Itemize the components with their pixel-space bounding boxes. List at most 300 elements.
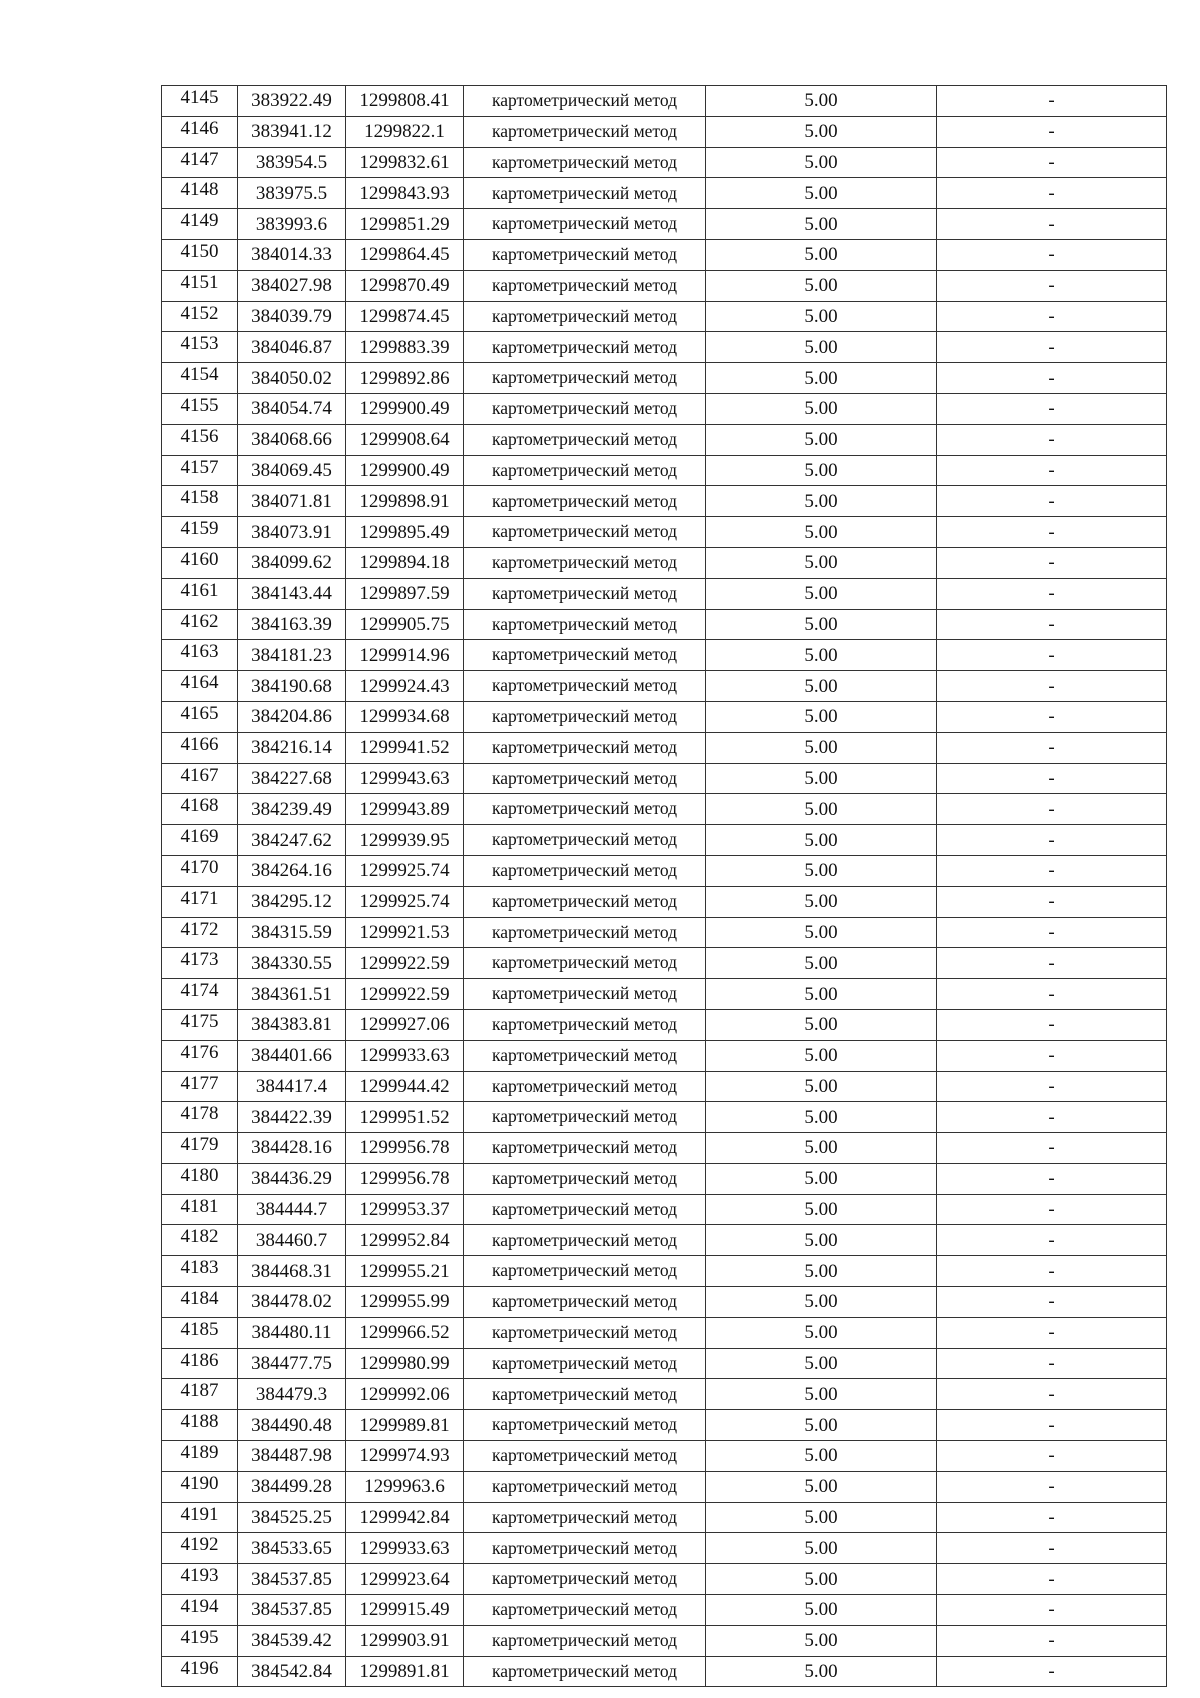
x-coordinate-cell: 384073.91 [238, 517, 346, 548]
note-cell: - [937, 1317, 1167, 1348]
x-coordinate-cell: 384542.84 [238, 1656, 346, 1687]
x-coordinate-cell: 384330.55 [238, 948, 346, 979]
point-number-cell: 4156 [162, 424, 238, 455]
method-cell: картометрический метод [464, 86, 706, 117]
note-cell: - [937, 209, 1167, 240]
table-row [162, 671, 1167, 702]
x-coordinate-cell: 384181.23 [238, 640, 346, 671]
method-cell: картометрический метод [464, 701, 706, 732]
note-cell: - [937, 763, 1167, 794]
point-number-cell: 4150 [162, 239, 238, 270]
table-row [162, 1348, 1167, 1379]
table-row [162, 1625, 1167, 1656]
method-cell: картометрический метод [464, 209, 706, 240]
table-row [162, 701, 1167, 732]
accuracy-cell: 5.00 [706, 1656, 937, 1687]
y-coordinate-cell: 1299934.68 [346, 701, 464, 732]
x-coordinate-cell: 384401.66 [238, 1040, 346, 1071]
accuracy-cell: 5.00 [706, 578, 937, 609]
x-coordinate-cell: 384069.45 [238, 455, 346, 486]
x-coordinate-cell: 384444.7 [238, 1194, 346, 1225]
x-coordinate-cell: 384054.74 [238, 393, 346, 424]
note-cell: - [937, 270, 1167, 301]
y-coordinate-cell: 1299883.39 [346, 332, 464, 363]
point-number-cell: 4181 [162, 1194, 238, 1225]
y-coordinate-cell: 1299892.86 [346, 363, 464, 394]
method-cell: картометрический метод [464, 886, 706, 917]
point-number-cell: 4154 [162, 363, 238, 394]
y-coordinate-cell: 1299974.93 [346, 1441, 464, 1472]
y-coordinate-cell: 1299992.06 [346, 1379, 464, 1410]
note-cell: - [937, 1410, 1167, 1441]
method-cell: картометрический метод [464, 1625, 706, 1656]
x-coordinate-cell: 384417.4 [238, 1071, 346, 1102]
point-number-cell: 4177 [162, 1071, 238, 1102]
method-cell: картометрический метод [464, 239, 706, 270]
y-coordinate-cell: 1299953.37 [346, 1194, 464, 1225]
method-cell: картометрический метод [464, 732, 706, 763]
table-row [162, 979, 1167, 1010]
y-coordinate-cell: 1299905.75 [346, 609, 464, 640]
note-cell: - [937, 1564, 1167, 1595]
note-cell: - [937, 1009, 1167, 1040]
y-coordinate-cell: 1299966.52 [346, 1317, 464, 1348]
table-row [162, 455, 1167, 486]
note-cell: - [937, 578, 1167, 609]
table-row [162, 917, 1167, 948]
point-number-cell: 4145 [162, 86, 238, 117]
table-row [162, 825, 1167, 856]
note-cell: - [937, 1625, 1167, 1656]
table-row [162, 609, 1167, 640]
method-cell: картометрический метод [464, 917, 706, 948]
table-row [162, 547, 1167, 578]
point-number-cell: 4169 [162, 825, 238, 856]
accuracy-cell: 5.00 [706, 855, 937, 886]
accuracy-cell: 5.00 [706, 147, 937, 178]
x-coordinate-cell: 384383.81 [238, 1009, 346, 1040]
y-coordinate-cell: 1299908.64 [346, 424, 464, 455]
point-number-cell: 4188 [162, 1410, 238, 1441]
x-coordinate-cell: 384014.33 [238, 239, 346, 270]
accuracy-cell: 5.00 [706, 1287, 937, 1318]
table-row [162, 640, 1167, 671]
note-cell: - [937, 1040, 1167, 1071]
y-coordinate-cell: 1299915.49 [346, 1595, 464, 1626]
point-number-cell: 4158 [162, 486, 238, 517]
accuracy-cell: 5.00 [706, 1410, 937, 1441]
point-number-cell: 4174 [162, 979, 238, 1010]
y-coordinate-cell: 1299843.93 [346, 178, 464, 209]
accuracy-cell: 5.00 [706, 1071, 937, 1102]
accuracy-cell: 5.00 [706, 1256, 937, 1287]
point-number-cell: 4184 [162, 1287, 238, 1318]
method-cell: картометрический метод [464, 578, 706, 609]
accuracy-cell: 5.00 [706, 455, 937, 486]
x-coordinate-cell: 384480.11 [238, 1317, 346, 1348]
method-cell: картометрический метод [464, 1071, 706, 1102]
method-cell: картометрический метод [464, 301, 706, 332]
y-coordinate-cell: 1299923.64 [346, 1564, 464, 1595]
accuracy-cell: 5.00 [706, 763, 937, 794]
method-cell: картометрический метод [464, 979, 706, 1010]
y-coordinate-cell: 1299900.49 [346, 455, 464, 486]
accuracy-cell: 5.00 [706, 363, 937, 394]
x-coordinate-cell: 384204.86 [238, 701, 346, 732]
accuracy-cell: 5.00 [706, 517, 937, 548]
note-cell: - [937, 917, 1167, 948]
accuracy-cell: 5.00 [706, 1163, 937, 1194]
point-number-cell: 4175 [162, 1009, 238, 1040]
note-cell: - [937, 609, 1167, 640]
x-coordinate-cell: 384436.29 [238, 1163, 346, 1194]
method-cell: картометрический метод [464, 1256, 706, 1287]
accuracy-cell: 5.00 [706, 116, 937, 147]
table-row [162, 209, 1167, 240]
note-cell: - [937, 116, 1167, 147]
point-number-cell: 4160 [162, 547, 238, 578]
method-cell: картометрический метод [464, 1102, 706, 1133]
y-coordinate-cell: 1299903.91 [346, 1625, 464, 1656]
note-cell: - [937, 363, 1167, 394]
table-row [162, 1287, 1167, 1318]
y-coordinate-cell: 1299989.81 [346, 1410, 464, 1441]
y-coordinate-cell: 1299898.91 [346, 486, 464, 517]
x-coordinate-cell: 384525.25 [238, 1502, 346, 1533]
accuracy-cell: 5.00 [706, 1625, 937, 1656]
x-coordinate-cell: 384143.44 [238, 578, 346, 609]
note-cell: - [937, 86, 1167, 117]
method-cell: картометрический метод [464, 1009, 706, 1040]
point-number-cell: 4194 [162, 1595, 238, 1626]
y-coordinate-cell: 1299980.99 [346, 1348, 464, 1379]
y-coordinate-cell: 1299963.6 [346, 1471, 464, 1502]
table-row [162, 948, 1167, 979]
x-coordinate-cell: 384468.31 [238, 1256, 346, 1287]
y-coordinate-cell: 1299924.43 [346, 671, 464, 702]
method-cell: картометрический метод [464, 794, 706, 825]
note-cell: - [937, 1102, 1167, 1133]
point-number-cell: 4146 [162, 116, 238, 147]
x-coordinate-cell: 384039.79 [238, 301, 346, 332]
x-coordinate-cell: 384315.59 [238, 917, 346, 948]
note-cell: - [937, 794, 1167, 825]
point-number-cell: 4165 [162, 701, 238, 732]
accuracy-cell: 5.00 [706, 825, 937, 856]
y-coordinate-cell: 1299864.45 [346, 239, 464, 270]
note-cell: - [937, 1502, 1167, 1533]
method-cell: картометрический метод [464, 1194, 706, 1225]
x-coordinate-cell: 384099.62 [238, 547, 346, 578]
method-cell: картометрический метод [464, 1348, 706, 1379]
accuracy-cell: 5.00 [706, 794, 937, 825]
point-number-cell: 4166 [162, 732, 238, 763]
y-coordinate-cell: 1299956.78 [346, 1133, 464, 1164]
note-cell: - [937, 332, 1167, 363]
point-number-cell: 4153 [162, 332, 238, 363]
table-row [162, 732, 1167, 763]
note-cell: - [937, 1379, 1167, 1410]
accuracy-cell: 5.00 [706, 732, 937, 763]
accuracy-cell: 5.00 [706, 1595, 937, 1626]
method-cell: картометрический метод [464, 948, 706, 979]
table-row [162, 1564, 1167, 1595]
x-coordinate-cell: 384490.48 [238, 1410, 346, 1441]
note-cell: - [937, 547, 1167, 578]
point-number-cell: 4191 [162, 1502, 238, 1533]
table-row [162, 1502, 1167, 1533]
accuracy-cell: 5.00 [706, 948, 937, 979]
method-cell: картометрический метод [464, 763, 706, 794]
table-row [162, 424, 1167, 455]
method-cell: картометрический метод [464, 609, 706, 640]
table-row [162, 301, 1167, 332]
method-cell: картометрический метод [464, 671, 706, 702]
method-cell: картометрический метод [464, 424, 706, 455]
point-number-cell: 4179 [162, 1133, 238, 1164]
y-coordinate-cell: 1299943.89 [346, 794, 464, 825]
y-coordinate-cell: 1299922.59 [346, 979, 464, 1010]
accuracy-cell: 5.00 [706, 239, 937, 270]
x-coordinate-cell: 384027.98 [238, 270, 346, 301]
y-coordinate-cell: 1299939.95 [346, 825, 464, 856]
note-cell: - [937, 486, 1167, 517]
note-cell: - [937, 1225, 1167, 1256]
accuracy-cell: 5.00 [706, 979, 937, 1010]
note-cell: - [937, 178, 1167, 209]
accuracy-cell: 5.00 [706, 671, 937, 702]
x-coordinate-cell: 384499.28 [238, 1471, 346, 1502]
point-number-cell: 4173 [162, 948, 238, 979]
x-coordinate-cell: 384479.3 [238, 1379, 346, 1410]
method-cell: картометрический метод [464, 1564, 706, 1595]
point-number-cell: 4172 [162, 917, 238, 948]
table-row [162, 116, 1167, 147]
note-cell: - [937, 517, 1167, 548]
y-coordinate-cell: 1299952.84 [346, 1225, 464, 1256]
accuracy-cell: 5.00 [706, 1348, 937, 1379]
x-coordinate-cell: 384163.39 [238, 609, 346, 640]
accuracy-cell: 5.00 [706, 640, 937, 671]
accuracy-cell: 5.00 [706, 270, 937, 301]
y-coordinate-cell: 1299942.84 [346, 1502, 464, 1533]
note-cell: - [937, 1471, 1167, 1502]
table-row [162, 794, 1167, 825]
x-coordinate-cell: 384050.02 [238, 363, 346, 394]
point-number-cell: 4182 [162, 1225, 238, 1256]
point-number-cell: 4195 [162, 1625, 238, 1656]
x-coordinate-cell: 383975.5 [238, 178, 346, 209]
accuracy-cell: 5.00 [706, 609, 937, 640]
y-coordinate-cell: 1299933.63 [346, 1040, 464, 1071]
table-row [162, 517, 1167, 548]
accuracy-cell: 5.00 [706, 1102, 937, 1133]
method-cell: картометрический метод [464, 1163, 706, 1194]
table-row [162, 270, 1167, 301]
accuracy-cell: 5.00 [706, 1471, 937, 1502]
table-row [162, 1071, 1167, 1102]
note-cell: - [937, 1133, 1167, 1164]
method-cell: картометрический метод [464, 1287, 706, 1318]
method-cell: картометрический метод [464, 1040, 706, 1071]
note-cell: - [937, 640, 1167, 671]
point-number-cell: 4190 [162, 1471, 238, 1502]
table-row [162, 1009, 1167, 1040]
x-coordinate-cell: 384477.75 [238, 1348, 346, 1379]
note-cell: - [937, 424, 1167, 455]
note-cell: - [937, 1441, 1167, 1472]
note-cell: - [937, 301, 1167, 332]
x-coordinate-cell: 384539.42 [238, 1625, 346, 1656]
method-cell: картометрический метод [464, 855, 706, 886]
note-cell: - [937, 701, 1167, 732]
note-cell: - [937, 979, 1167, 1010]
y-coordinate-cell: 1299955.99 [346, 1287, 464, 1318]
y-coordinate-cell: 1299808.41 [346, 86, 464, 117]
point-number-cell: 4189 [162, 1441, 238, 1472]
note-cell: - [937, 393, 1167, 424]
point-number-cell: 4163 [162, 640, 238, 671]
x-coordinate-cell: 383993.6 [238, 209, 346, 240]
note-cell: - [937, 671, 1167, 702]
note-cell: - [937, 948, 1167, 979]
coordinates-table-body [162, 86, 1167, 1687]
table-row [162, 1410, 1167, 1441]
method-cell: картометрический метод [464, 147, 706, 178]
table-row [162, 486, 1167, 517]
y-coordinate-cell: 1299943.63 [346, 763, 464, 794]
table-row [162, 1102, 1167, 1133]
point-number-cell: 4151 [162, 270, 238, 301]
method-cell: картометрический метод [464, 1441, 706, 1472]
x-coordinate-cell: 383922.49 [238, 86, 346, 117]
y-coordinate-cell: 1299870.49 [346, 270, 464, 301]
point-number-cell: 4155 [162, 393, 238, 424]
x-coordinate-cell: 384295.12 [238, 886, 346, 917]
point-number-cell: 4152 [162, 301, 238, 332]
table-row [162, 886, 1167, 917]
note-cell: - [937, 1071, 1167, 1102]
y-coordinate-cell: 1299925.74 [346, 886, 464, 917]
x-coordinate-cell: 384487.98 [238, 1441, 346, 1472]
method-cell: картометрический метод [464, 640, 706, 671]
x-coordinate-cell: 383954.5 [238, 147, 346, 178]
table-row [162, 1225, 1167, 1256]
note-cell: - [937, 1533, 1167, 1564]
table-row [162, 1040, 1167, 1071]
x-coordinate-cell: 384460.7 [238, 1225, 346, 1256]
table-row [162, 855, 1167, 886]
x-coordinate-cell: 384068.66 [238, 424, 346, 455]
point-number-cell: 4186 [162, 1348, 238, 1379]
point-number-cell: 4157 [162, 455, 238, 486]
accuracy-cell: 5.00 [706, 1194, 937, 1225]
y-coordinate-cell: 1299894.18 [346, 547, 464, 578]
table-row [162, 1471, 1167, 1502]
x-coordinate-cell: 384190.68 [238, 671, 346, 702]
point-number-cell: 4192 [162, 1533, 238, 1564]
accuracy-cell: 5.00 [706, 1564, 937, 1595]
y-coordinate-cell: 1299922.59 [346, 948, 464, 979]
x-coordinate-cell: 383941.12 [238, 116, 346, 147]
y-coordinate-cell: 1299956.78 [346, 1163, 464, 1194]
x-coordinate-cell: 384264.16 [238, 855, 346, 886]
accuracy-cell: 5.00 [706, 86, 937, 117]
method-cell: картометрический метод [464, 1533, 706, 1564]
method-cell: картометрический метод [464, 332, 706, 363]
y-coordinate-cell: 1299822.1 [346, 116, 464, 147]
y-coordinate-cell: 1299933.63 [346, 1533, 464, 1564]
accuracy-cell: 5.00 [706, 1441, 937, 1472]
note-cell: - [937, 455, 1167, 486]
point-number-cell: 4176 [162, 1040, 238, 1071]
x-coordinate-cell: 384216.14 [238, 732, 346, 763]
accuracy-cell: 5.00 [706, 178, 937, 209]
x-coordinate-cell: 384478.02 [238, 1287, 346, 1318]
coordinates-table [161, 85, 1167, 1687]
y-coordinate-cell: 1299897.59 [346, 578, 464, 609]
table-row [162, 393, 1167, 424]
table-row [162, 1595, 1167, 1626]
note-cell: - [937, 732, 1167, 763]
x-coordinate-cell: 384247.62 [238, 825, 346, 856]
method-cell: картометрический метод [464, 363, 706, 394]
point-number-cell: 4164 [162, 671, 238, 702]
y-coordinate-cell: 1299851.29 [346, 209, 464, 240]
accuracy-cell: 5.00 [706, 424, 937, 455]
method-cell: картометрический метод [464, 1502, 706, 1533]
accuracy-cell: 5.00 [706, 1133, 937, 1164]
point-number-cell: 4193 [162, 1564, 238, 1595]
method-cell: картометрический метод [464, 393, 706, 424]
note-cell: - [937, 886, 1167, 917]
point-number-cell: 4148 [162, 178, 238, 209]
x-coordinate-cell: 384239.49 [238, 794, 346, 825]
table-row [162, 363, 1167, 394]
accuracy-cell: 5.00 [706, 1009, 937, 1040]
method-cell: картометрический метод [464, 178, 706, 209]
y-coordinate-cell: 1299900.49 [346, 393, 464, 424]
point-number-cell: 4183 [162, 1256, 238, 1287]
y-coordinate-cell: 1299914.96 [346, 640, 464, 671]
accuracy-cell: 5.00 [706, 486, 937, 517]
method-cell: картометрический метод [464, 116, 706, 147]
table-row [162, 332, 1167, 363]
method-cell: картометрический метод [464, 1656, 706, 1687]
note-cell: - [937, 147, 1167, 178]
table-row [162, 578, 1167, 609]
point-number-cell: 4178 [162, 1102, 238, 1133]
table-row [162, 1379, 1167, 1410]
method-cell: картометрический метод [464, 1471, 706, 1502]
table-row [162, 86, 1167, 117]
x-coordinate-cell: 384361.51 [238, 979, 346, 1010]
x-coordinate-cell: 384537.85 [238, 1595, 346, 1626]
table-row [162, 1533, 1167, 1564]
table-row [162, 239, 1167, 270]
point-number-cell: 4180 [162, 1163, 238, 1194]
note-cell: - [937, 855, 1167, 886]
method-cell: картометрический метод [464, 517, 706, 548]
method-cell: картометрический метод [464, 270, 706, 301]
point-number-cell: 4162 [162, 609, 238, 640]
accuracy-cell: 5.00 [706, 886, 937, 917]
point-number-cell: 4167 [162, 763, 238, 794]
y-coordinate-cell: 1299927.06 [346, 1009, 464, 1040]
note-cell: - [937, 1194, 1167, 1225]
table-row [162, 1656, 1167, 1687]
table-row [162, 1194, 1167, 1225]
